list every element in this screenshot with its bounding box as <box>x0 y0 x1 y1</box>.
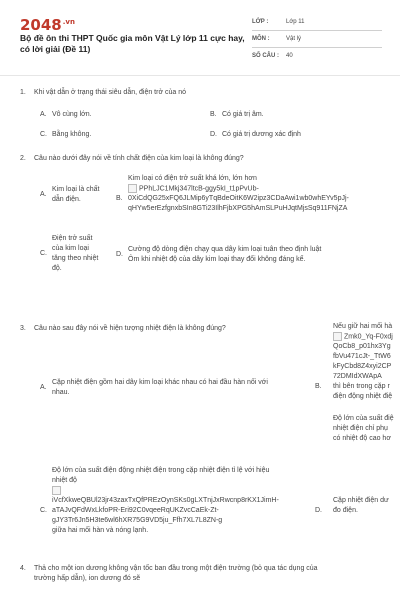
option-text <box>327 496 395 516</box>
q1-option-b[interactable] <box>210 110 390 120</box>
option-line: QoCb8_p01hx3Yg <box>333 343 391 351</box>
meta-key: MÔN : <box>252 36 270 42</box>
option-line: PPhLJC1Mkj347ltcB-ggy5kI_t1pPvUb- <box>139 185 259 193</box>
question-line: trường hấp dẫn), ion dương đó sẽ <box>34 575 141 582</box>
option-line: aTAJvQFdWxLkfoPR-Eri92C0vqeeRqUKZvcCaEk-Zt- <box>52 507 219 515</box>
option-line: gJY3Tr6Jn5H3te6wl6hXR75G9VD5ju_Ffh7XL7L8ZN-g <box>52 517 223 525</box>
meta-key: SỐ CÂU : <box>252 53 279 59</box>
option-line: nhiệt điện chỉ phụ <box>333 425 388 433</box>
option-text: Có giá trị dương xác định <box>222 131 301 138</box>
option-line: dẫn điện. <box>52 196 81 203</box>
option-text: Vô cùng lớn. <box>52 111 92 118</box>
option-label: B. <box>116 195 123 202</box>
option-text <box>128 174 390 214</box>
option-label: A. <box>40 111 47 118</box>
option-line: Kim loại có điện trở suất khá lớn, lớn hơn <box>128 175 257 182</box>
question-line: Thả cho một ion dương không vận tốc ban đầu trong một điện trường (bỏ qua tác dụng của <box>34 565 318 572</box>
option-line: thì bên trong cặp r <box>333 383 390 391</box>
option-text <box>327 322 395 444</box>
option-line: qHYw5erEzfgnxbSIn8GTi23IlhFjbXPG5hAmSLPuHJqtMjsSq911FNjZA <box>128 205 348 213</box>
q1-option-c[interactable] <box>40 130 210 140</box>
option-label: B. <box>210 111 217 118</box>
meta-value: Vật lý <box>286 36 302 42</box>
broken-image-icon <box>128 184 137 193</box>
question-number: 3. <box>20 325 26 332</box>
meta-key: LỚP : <box>252 19 269 25</box>
question-number: 4. <box>20 565 26 572</box>
q1-option-a[interactable] <box>40 110 210 120</box>
meta-row-count <box>252 48 382 64</box>
option-line: đo điện. <box>333 507 358 514</box>
page-header <box>0 0 400 76</box>
broken-image-icon <box>333 332 342 341</box>
question-text: Câu nào sau đây nói về hiện tượng nhiệt điện là không đúng? <box>34 325 226 332</box>
option-label: D. <box>210 131 217 138</box>
question-text: Khi vật dẫn ở trạng thái siêu dẫn, điện trở của nó <box>34 89 186 96</box>
option-label: D. <box>315 507 322 514</box>
option-label: D. <box>116 251 123 258</box>
page-title: Bộ đề ôn thi THPT Quốc gia môn Vật Lý lớp 11 cực hay, có lời giải (Đề 11) <box>20 33 245 54</box>
q2-option-d[interactable] <box>116 245 390 265</box>
option-line: độ. <box>52 265 62 272</box>
broken-image-icon <box>52 486 61 495</box>
option-line: Zmk0_Yq-F0xdj <box>344 333 393 341</box>
exam-meta <box>252 14 382 64</box>
option-line: nhiệt độ <box>52 477 77 484</box>
option-line: điện động nhiệt điệ <box>333 393 393 401</box>
option-label: C. <box>40 131 47 138</box>
option-label: B. <box>315 383 322 390</box>
option-line: fbVu471cJt-_TtW6 <box>333 353 391 361</box>
option-line: nhau. <box>52 389 70 396</box>
option-line: có nhiệt độ cao hơ <box>333 435 391 443</box>
option-line: Ôm khi nhiệt độ của dây kim loại thay đổi không đáng kể. <box>128 256 306 263</box>
option-line: 72DMIdXWApA <box>333 373 382 381</box>
option-text <box>52 378 320 398</box>
option-line: 0XiCdQG25xFQ6JLMip6yTqBdeOitK6W2ipz3CDaAwi1wb0whEYv5pJj- <box>128 195 349 203</box>
q3-option-a[interactable] <box>40 378 320 398</box>
option-line: Nếu giữ hai mối hà <box>333 323 393 330</box>
option-line: của kim loại <box>52 245 89 252</box>
meta-value: 40 <box>286 53 293 59</box>
question-text: Câu nào dưới đây nói về tính chất điện của kim loại là không đúng? <box>34 155 244 162</box>
q2-option-b[interactable] <box>116 174 390 214</box>
question-text <box>34 564 318 584</box>
meta-row-subject <box>252 31 382 48</box>
q3-option-b[interactable] <box>315 322 395 444</box>
site-logo[interactable] <box>20 16 75 34</box>
meta-value: Lớp 11 <box>286 19 305 25</box>
option-line: tăng theo nhiệt <box>52 255 99 262</box>
option-line: Cặp nhiệt điện gồm hai dây kim loại khác nhau có hai đầu hàn nối với <box>52 379 268 386</box>
question-number: 2. <box>20 155 26 162</box>
option-line: Điện trở suất <box>52 235 93 242</box>
option-text: Bằng không. <box>52 131 92 138</box>
meta-row-class <box>252 14 382 31</box>
option-text: Có giá trị âm. <box>222 111 264 118</box>
option-label: A. <box>40 384 47 391</box>
option-line: kFyCbd8Z4xyi2CP <box>333 363 392 371</box>
option-label: A. <box>40 191 47 198</box>
logo-text: 2048 <box>20 16 62 34</box>
q3-option-c[interactable] <box>40 466 325 536</box>
q1-option-d[interactable] <box>210 130 390 140</box>
option-line: iVcfXkweQBUl23jr43zaxTxQfPREzOynSKs0gLXTnjJxRwcnp8rKX1JimH- <box>52 497 279 505</box>
q3-option-d[interactable] <box>315 496 395 516</box>
logo-suffix: .vn <box>62 18 75 26</box>
option-line: Cặp nhiệt điện dư <box>333 497 389 504</box>
option-label: C. <box>40 250 47 257</box>
question-number: 1. <box>20 89 26 96</box>
option-line: Độ lớn của suất điệ <box>333 415 394 423</box>
option-line: Độ lớn của suất điện động nhiệt điện trong cặp nhiệt điện tỉ lệ với hiệu <box>52 467 270 474</box>
option-label: C. <box>40 507 47 514</box>
option-line: Cường độ dòng điện chạy qua dây kim loại tuân theo định luật <box>128 246 322 253</box>
option-line: giữa hai mối hàn và nóng lạnh. <box>52 527 149 535</box>
option-text <box>52 466 325 536</box>
option-line: Kim loại là chất <box>52 186 100 193</box>
option-text <box>128 245 390 265</box>
